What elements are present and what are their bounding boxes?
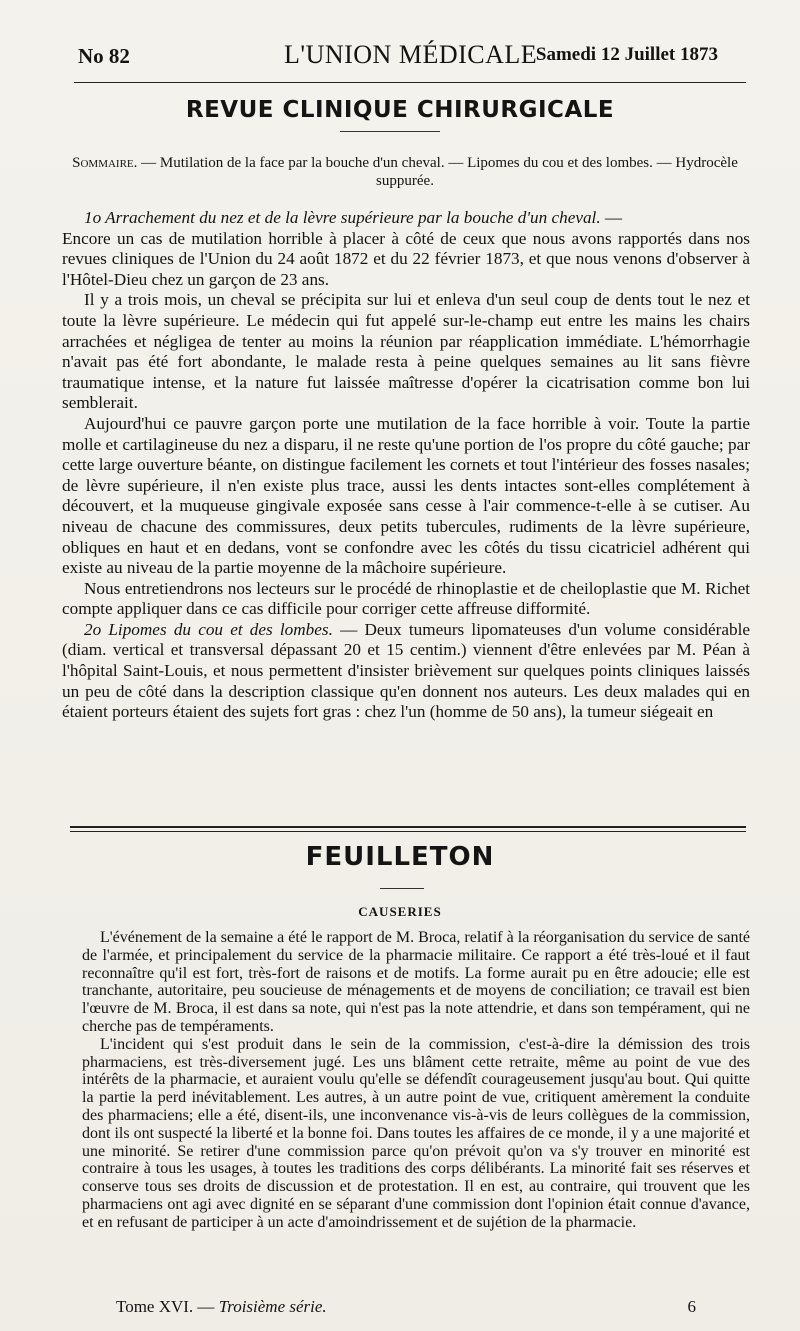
feuilleton-rule-bottom (70, 831, 746, 832)
feuilleton-paragraph-2: L'incident qui s'est produit dans le sein de la commission, c'est-à-dire la démission des trois pharmaciens, est très-diversement jugé. Les uns blâment cette retraite, même au point de vue des intérêts de la pharmacie, et auraient voulu qu'elle se défendît courageusement jusqu'au bout. Qui quitte la partie la perd inévitablement. Les autres, à un autre point de vue, critiquent amèrement la conduite des pharmaciens; elle a été, disent-ils, une inconvenance vis-à-vis de leurs collègues de la commission, dont ils ont suspecté la liberté et la bonne foi. Dans toutes les affaires de ce monde, il y a une majorité et une minorité. Se retirer d'une commission parce qu'on prévoit qu'on va s'y trouver en minorité est contraire à tous les usages, à toutes les traditions des corps délibérants. La minorité fait ses réserves et conserve tous ses droits de discussion et de protestation. Il en est, au contraire, qui trouvent que les pharmaciens ont agi avec dignité en se séparant d'une commission dont l'opinion était connue d'avance, et en refusant de participer à un acte d'amoindrissement et de sujétion de la pharmacie. (82, 1035, 750, 1231)
feuilleton-rule-top (70, 826, 746, 828)
page-header (78, 38, 748, 74)
page-footer (116, 1297, 696, 1321)
summary-text: — Mutilation de la face par la bouche d'un cheval. — Lipomes du cou et des lombes. — Hydrocèle suppurée. (137, 155, 738, 189)
article1-paragraph-2: Il y a trois mois, un cheval se précipita sur lui et enleva d'un seul coup de dents tout le nez et toute la lèvre supérieure. Le médecin qui fut appelé sur-le-champ eut entre les mains les chairs arrachées et négligea de tenter au moins la réunion par réapplication immédiate. L'hémorrhagie n'avait pas été fort abondante, le malade resta à peine quelques semaines au lit sans fièvre traumatique intense, et la nature fut laissée maîtresse d'opérer la cicatrisation comme bon lui semblerait. (62, 290, 750, 413)
journal-title: L'UNION MÉDICALE (284, 40, 538, 69)
feuilleton-body (82, 929, 750, 1232)
feuilleton-short-rule (380, 888, 424, 889)
article-body (62, 208, 750, 723)
article2-paragraph (62, 620, 750, 723)
causeries-subtitle: CAUSERIES (358, 904, 442, 919)
article2-heading: 2o Lipomes du cou et des lombes. (84, 619, 333, 639)
page-number: 6 (687, 1297, 696, 1316)
tome-label: Tome XVI. — (116, 1297, 219, 1316)
series-label: Troisième série. (218, 1297, 327, 1316)
article1-heading: 1o Arrachement du nez et de la lèvre supérieure par la bouche d'un cheval. (84, 208, 601, 227)
issue-number: No 82 (78, 44, 130, 68)
article1-paragraph-3: Aujourd'hui ce pauvre garçon porte une mutilation de la face horrible à voir. Toute la partie molle et cartilagineuse du nez a disparu, il ne reste qu'une portion de l'os propre du côté gauche; par cette large ouverture béante, on distingue facilement les cornets et tout l'intérieur des fosses nasales; de lèvre supérieure, il n'en existe plus trace, aussi les dents intactes sont-elles complétement à découvert, et la muqueuse gingivale exposée sans cesse à l'air commence-t-elle à se cutiser. Au niveau de chacune des commissures, deux petits tubercules, rudiments de la lèvre supérieure, obliques en haut et en dedans, vont se confondre avec les côtés du tissu cicatriciel adhérent qui existe au niveau de la partie moyenne de la mâchoire supérieure. (62, 413, 750, 578)
article1-paragraph-4: Nous entretiendrons nos lecteurs sur le procédé de rhinoplastie et de cheiloplastie que M. Richet compte appliquer dans ce cas difficile pour corriger cette affreuse difformité. (62, 578, 750, 619)
article2-text: — Deux tumeurs lipomateuses d'un volume considérable (diam. vertical et transversal dépassant 20 et 15 centim.) viennent d'être enlevées par M. Péan à l'hôpital Saint-Louis, et nous permettent d'insister brièvement sur quelques points cliniques laissés un peu de côté dans la description classique qu'en donnent nos auteurs. Les deux malades qui en étaient porteurs étaient des sujets fort gras : chez l'un (homme de 50 ans), la tumeur siégeait en (62, 619, 750, 722)
issue-date: Samedi 12 Juillet 1873 (535, 44, 718, 65)
section-title: REVUE CLINIQUE CHIRURGICALE (185, 97, 615, 123)
article1-heading-paragraph: 1o Arrachement du nez et de la lèvre supérieure par la bouche d'un cheval. — (84, 208, 623, 227)
summary (62, 154, 748, 190)
feuilleton-title: FEUILLETON (305, 842, 495, 872)
article1-paragraph-1: Encore un cas de mutilation horrible à placer à côté de ceux que nous avons rapportés dans nos revues cliniques de l'Union du 24 août 1872 et du 22 février 1873, et que nous venons d'observer à l'Hôtel-Dieu chez un garçon de 23 ans. (62, 228, 750, 289)
section-rule (340, 131, 440, 132)
feuilleton-paragraph-1: L'événement de la semaine a été le rapport de M. Broca, relatif à la réorganisation du service de santé de l'armée, et principalement du service de la pharmacie militaire. Ce rapport a été très-loué et il faut reconnaître qu'il est fort, très-fort de raisons et de motifs. La forme aurait pu en être adoucie; elle est tranchante, autoritaire, peu soucieuse de ménagements et de moyens de conciliation; ce travail est bien l'œuvre de M. Broca, il est dans sa note, qui n'est pas la note attendrie, et dans son tempérament, qui ne cherche pas de tempéraments. (82, 929, 750, 1035)
summary-label: Sommaire. (72, 155, 138, 171)
header-rule (74, 82, 746, 83)
